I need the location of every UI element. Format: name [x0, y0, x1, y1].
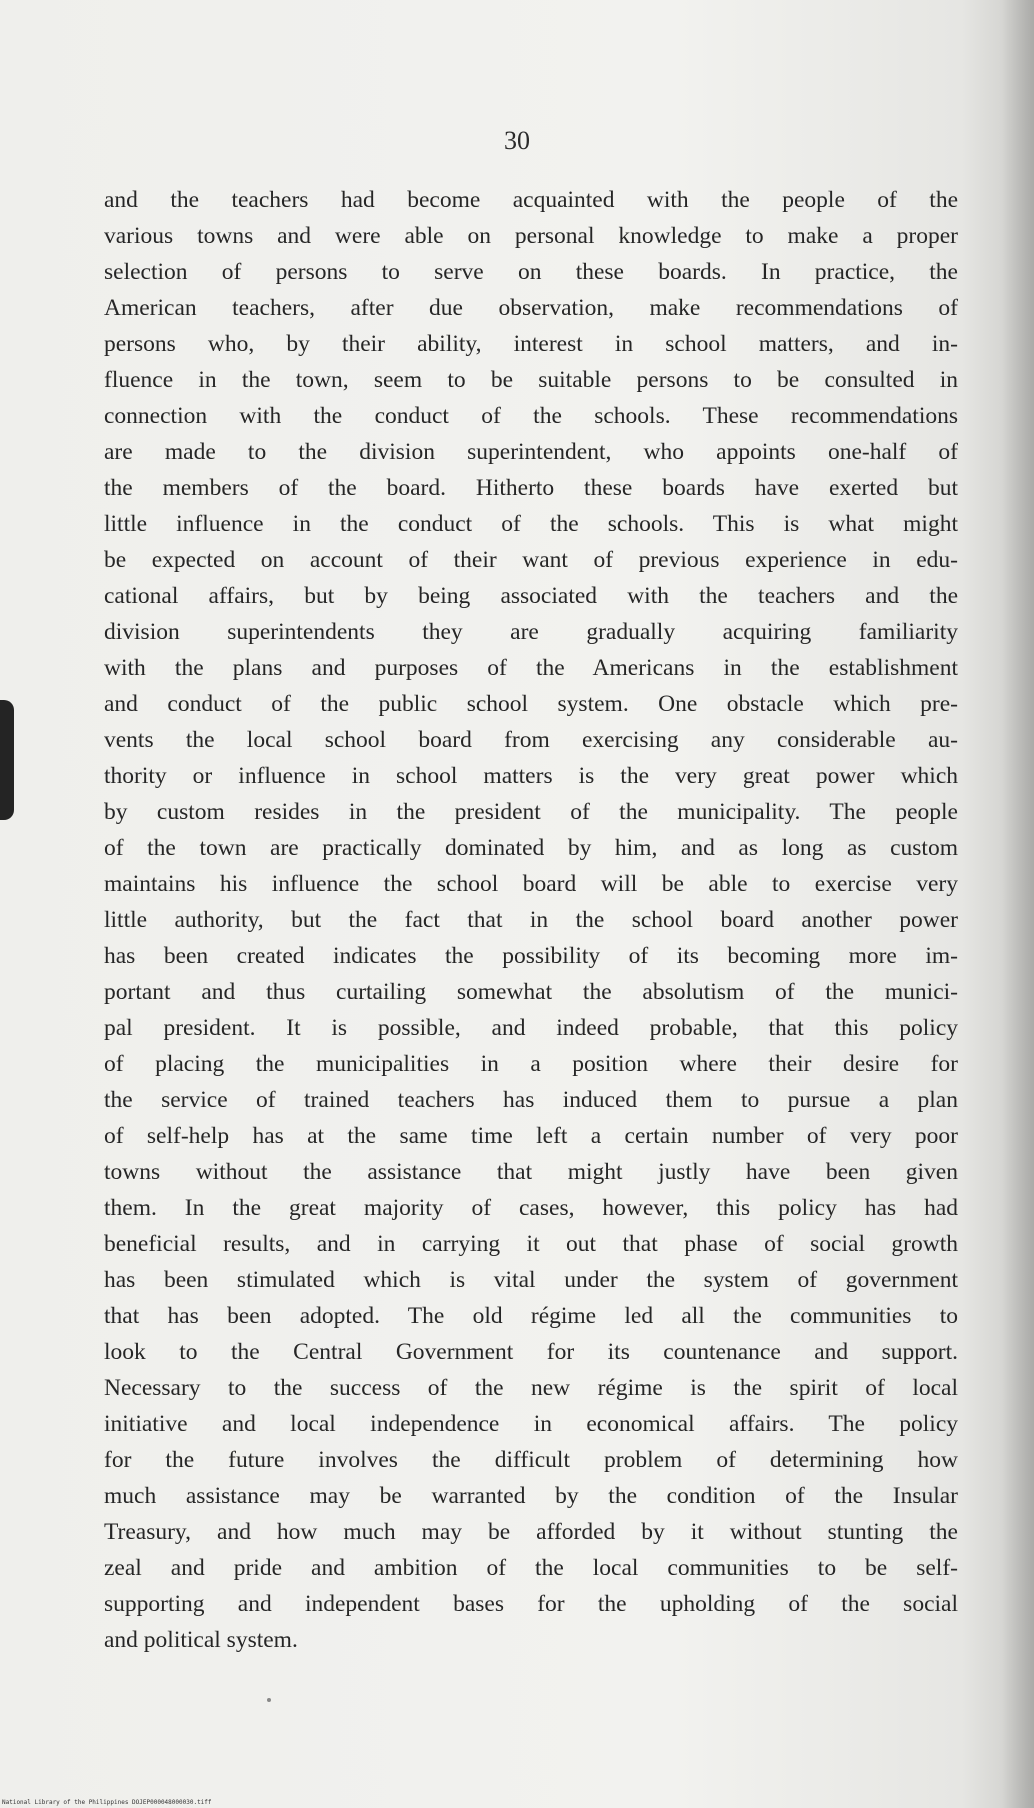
- text-line: supporting and independent bases for the upholding of the social: [104, 1591, 958, 1617]
- text-line: towns without the assistance that might justly have been given: [104, 1159, 958, 1185]
- text-line: portant and thus curtailing somewhat the absolutism of the munici-: [104, 979, 958, 1005]
- text-line: has been stimulated which is vital under the system of government: [104, 1267, 958, 1293]
- scan-edge-mark: [0, 700, 14, 820]
- text-line: Necessary to the success of the new régime is the spirit of local: [104, 1375, 958, 1401]
- text-line: much assistance may be warranted by the condition of the Insular: [104, 1483, 958, 1509]
- text-line: vents the local school board from exercising any considerable au-: [104, 727, 958, 753]
- text-line: selection of persons to serve on these boards. In practice, the: [104, 259, 958, 285]
- binding-shadow: [1002, 0, 1034, 1808]
- text-line: and the teachers had become acquainted with the people of the: [104, 187, 958, 213]
- text-line: little authority, but the fact that in the school board another power: [104, 907, 958, 933]
- speck-mark: [267, 1698, 271, 1702]
- page-number: 30: [504, 126, 530, 155]
- text-line: of self-help has at the same time left a certain number of very poor: [104, 1123, 958, 1149]
- text-line: the members of the board. Hitherto these boards have exerted but: [104, 475, 958, 501]
- text-line-last: and political system.: [104, 1627, 298, 1653]
- text-line: of placing the municipalities in a position where their desire for: [104, 1051, 958, 1077]
- text-line: maintains his influence the school board will be able to exercise very: [104, 871, 958, 897]
- text-line: are made to the division superintendent, who appoints one-half of: [104, 439, 958, 465]
- text-line: American teachers, after due observation, make recommendations of: [104, 295, 958, 321]
- text-line: the service of trained teachers has induced them to pursue a plan: [104, 1087, 958, 1113]
- text-line: little influence in the conduct of the schools. This is what might: [104, 511, 958, 537]
- text-line: them. In the great majority of cases, however, this policy has had: [104, 1195, 958, 1221]
- text-line: various towns and were able on personal knowledge to make a proper: [104, 223, 958, 249]
- text-line: that has been adopted. The old régime led all the communities to: [104, 1303, 958, 1329]
- text-line: zeal and pride and ambition of the local communities to be self-: [104, 1555, 958, 1581]
- text-line: persons who, by their ability, interest in school matters, and in-: [104, 331, 958, 357]
- text-line: beneficial results, and in carrying it out that phase of social growth: [104, 1231, 958, 1257]
- text-line: initiative and local independence in economical affairs. The policy: [104, 1411, 958, 1437]
- text-line: look to the Central Government for its countenance and support.: [104, 1339, 958, 1365]
- text-line: with the plans and purposes of the Americans in the establishment: [104, 655, 958, 681]
- text-line: fluence in the town, seem to be suitable persons to be consulted in: [104, 367, 958, 393]
- text-line: of the town are practically dominated by him, and as long as custom: [104, 835, 958, 861]
- text-line: cational affairs, but by being associated with the teachers and the: [104, 583, 958, 609]
- text-line: for the future involves the difficult problem of determining how: [104, 1447, 958, 1473]
- body-text: [104, 182, 958, 1658]
- text-line: be expected on account of their want of previous experience in edu-: [104, 547, 958, 573]
- text-line: thority or influence in school matters is the very great power which: [104, 763, 958, 789]
- text-line: has been created indicates the possibility of its becoming more im-: [104, 943, 958, 969]
- text-line: division superintendents they are gradually acquiring familiarity: [104, 619, 958, 645]
- text-line: connection with the conduct of the schools. These recommendations: [104, 403, 958, 429]
- text-line: pal president. It is possible, and indeed probable, that this policy: [104, 1015, 958, 1041]
- text-line: and conduct of the public school system. One obstacle which pre-: [104, 691, 958, 717]
- text-line: Treasury, and how much may be afforded by it without stunting the: [104, 1519, 958, 1545]
- scan-source-caption: National Library of the Philippines DOJEP000048000030.tiff: [2, 1799, 212, 1806]
- text-line: by custom resides in the president of the municipality. The people: [104, 799, 958, 825]
